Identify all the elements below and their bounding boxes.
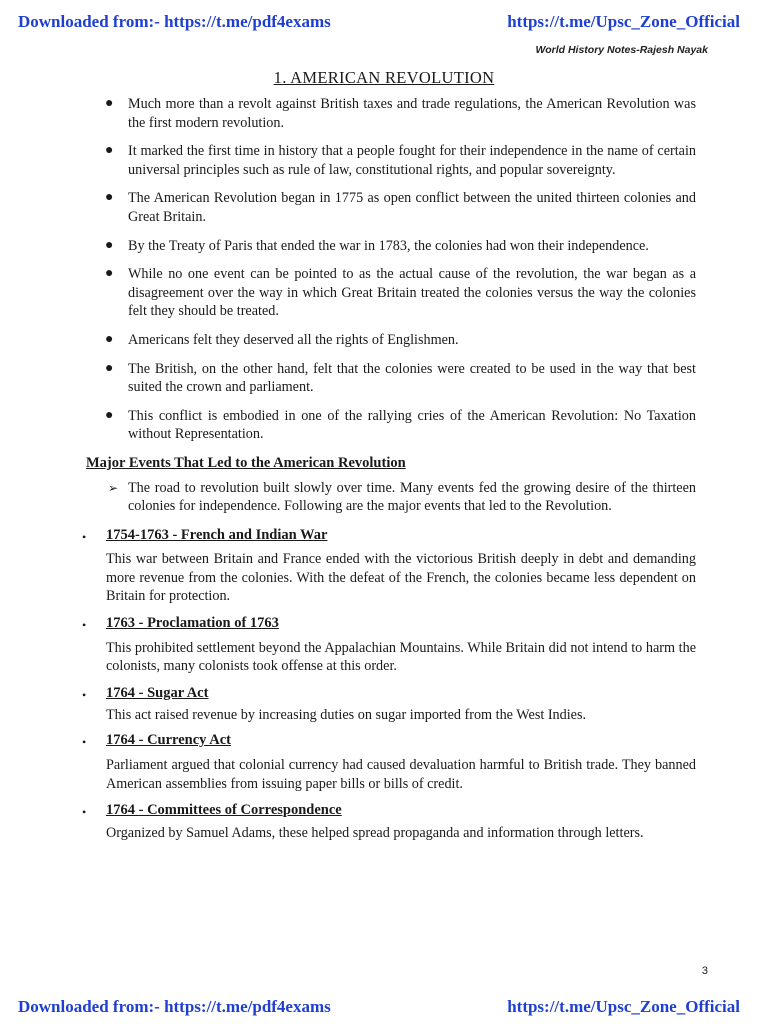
section-intro xyxy=(86,479,696,516)
page-title: 1. AMERICAN REVOLUTION xyxy=(273,68,495,87)
bullet-icon: ● xyxy=(105,407,114,423)
bullet-icon: ● xyxy=(105,360,114,376)
event-bullet-icon: • xyxy=(82,805,87,820)
event-bullet-icon: • xyxy=(82,529,87,544)
bullet-text: The American Revolution began in 1775 as open conflict between the united thirteen colonies and Great Britain. xyxy=(128,190,696,225)
bullet-text: Americans felt they deserved all the rights of Englishmen. xyxy=(128,331,459,348)
section-heading: Major Events That Led to the American Revolution xyxy=(86,454,406,471)
list-item xyxy=(86,142,696,179)
list-item xyxy=(86,407,696,444)
event-bullet-icon: • xyxy=(82,735,87,750)
event-description: This act raised revenue by increasing duties on sugar imported from the West Indies. xyxy=(106,707,587,724)
intro-bullet-list xyxy=(86,95,696,444)
event-title: 1764 - Currency Act xyxy=(106,732,231,749)
event-title: 1754-1763 - French and Indian War xyxy=(106,526,328,543)
banner-left-link[interactable]: Downloaded from:- https://t.me/pdf4exams xyxy=(18,997,331,1016)
list-item xyxy=(86,95,696,132)
bullet-icon: ● xyxy=(105,190,114,206)
event-title: 1763 - Proclamation of 1763 xyxy=(106,615,279,632)
bullet-text: It marked the first time in history that a people fought for their independence in the name of certain universal principles such as rule of law, constitutional rights, and popular sovereignty. xyxy=(128,143,696,178)
bullet-text: While no one event can be pointed to as the actual cause of the revolution, the war began as a disagreement over the way in which Great Britain treated the colonies versus the way the colonies felt they should be treated. xyxy=(128,266,696,320)
section-intro-text: The road to revolution built slowly over time. Many events fed the growing desire of the thirteen colonies for independence. Following are the major events that led to the Revolution. xyxy=(128,479,696,515)
event-title: 1764 - Sugar Act xyxy=(106,684,209,701)
bullet-text: Much more than a revolt against British taxes and trade regulations, the American Revolution was the first modern revolution. xyxy=(128,96,696,131)
event-item xyxy=(82,731,696,793)
event-description: Organized by Samuel Adams, these helped spread propaganda and information through letters. xyxy=(106,824,644,841)
banner-right-link[interactable]: https://t.me/Upsc_Zone_Official xyxy=(507,12,740,31)
page-number: 3 xyxy=(701,965,708,977)
bullet-text: The British, on the other hand, felt that the colonies were created to be used in the way that best suited the crown and parliament. xyxy=(128,360,696,396)
event-item xyxy=(82,801,696,841)
event-description: This prohibited settlement beyond the Appalachian Mountains. While Britain did not intend to harm the colonists, many colonists took offense at this order. xyxy=(106,639,696,675)
bullet-icon: ● xyxy=(105,237,114,253)
event-title: 1764 - Committees of Correspondence xyxy=(106,802,342,819)
list-item xyxy=(86,189,696,226)
event-item xyxy=(82,684,696,724)
bullet-text: This conflict is embodied in one of the rallying cries of the American Revolution: No Taxation without Representation. xyxy=(128,407,696,443)
top-banner xyxy=(0,12,768,36)
bullet-icon: ● xyxy=(105,96,114,111)
bottom-banner xyxy=(0,997,768,1021)
event-item xyxy=(82,614,696,676)
bullet-text: By the Treaty of Paris that ended the war in 1783, the colonies had won their independence. xyxy=(128,237,649,254)
event-bullet-icon: • xyxy=(82,687,87,702)
bullet-icon: ● xyxy=(105,266,114,282)
document-header: World History Notes-Rajesh Nayak xyxy=(535,44,708,56)
event-description: This war between Britain and France ended with the victorious British deeply in debt and demanding more revenue from the colonies. With the defeat of the French, the colonies became less dependent on Britain for protection. xyxy=(106,551,696,605)
banner-right-link[interactable]: https://t.me/Upsc_Zone_Official xyxy=(507,997,740,1016)
bullet-icon: ● xyxy=(105,143,114,159)
banner-left-link[interactable]: Downloaded from:- https://t.me/pdf4exams xyxy=(18,12,331,31)
event-item xyxy=(82,526,696,606)
list-item xyxy=(86,237,696,256)
bullet-icon: ● xyxy=(105,331,114,347)
event-description: Parliament argued that colonial currency had caused devaluation harmful to British trade. They banned American assemblies from issuing paper bills or bills of credit. xyxy=(106,757,696,792)
list-item xyxy=(86,265,696,321)
list-item xyxy=(86,331,696,350)
event-bullet-icon: • xyxy=(82,618,87,633)
arrow-bullet-icon: ➢ xyxy=(108,480,119,495)
list-item xyxy=(86,360,696,397)
main-content xyxy=(82,95,696,849)
